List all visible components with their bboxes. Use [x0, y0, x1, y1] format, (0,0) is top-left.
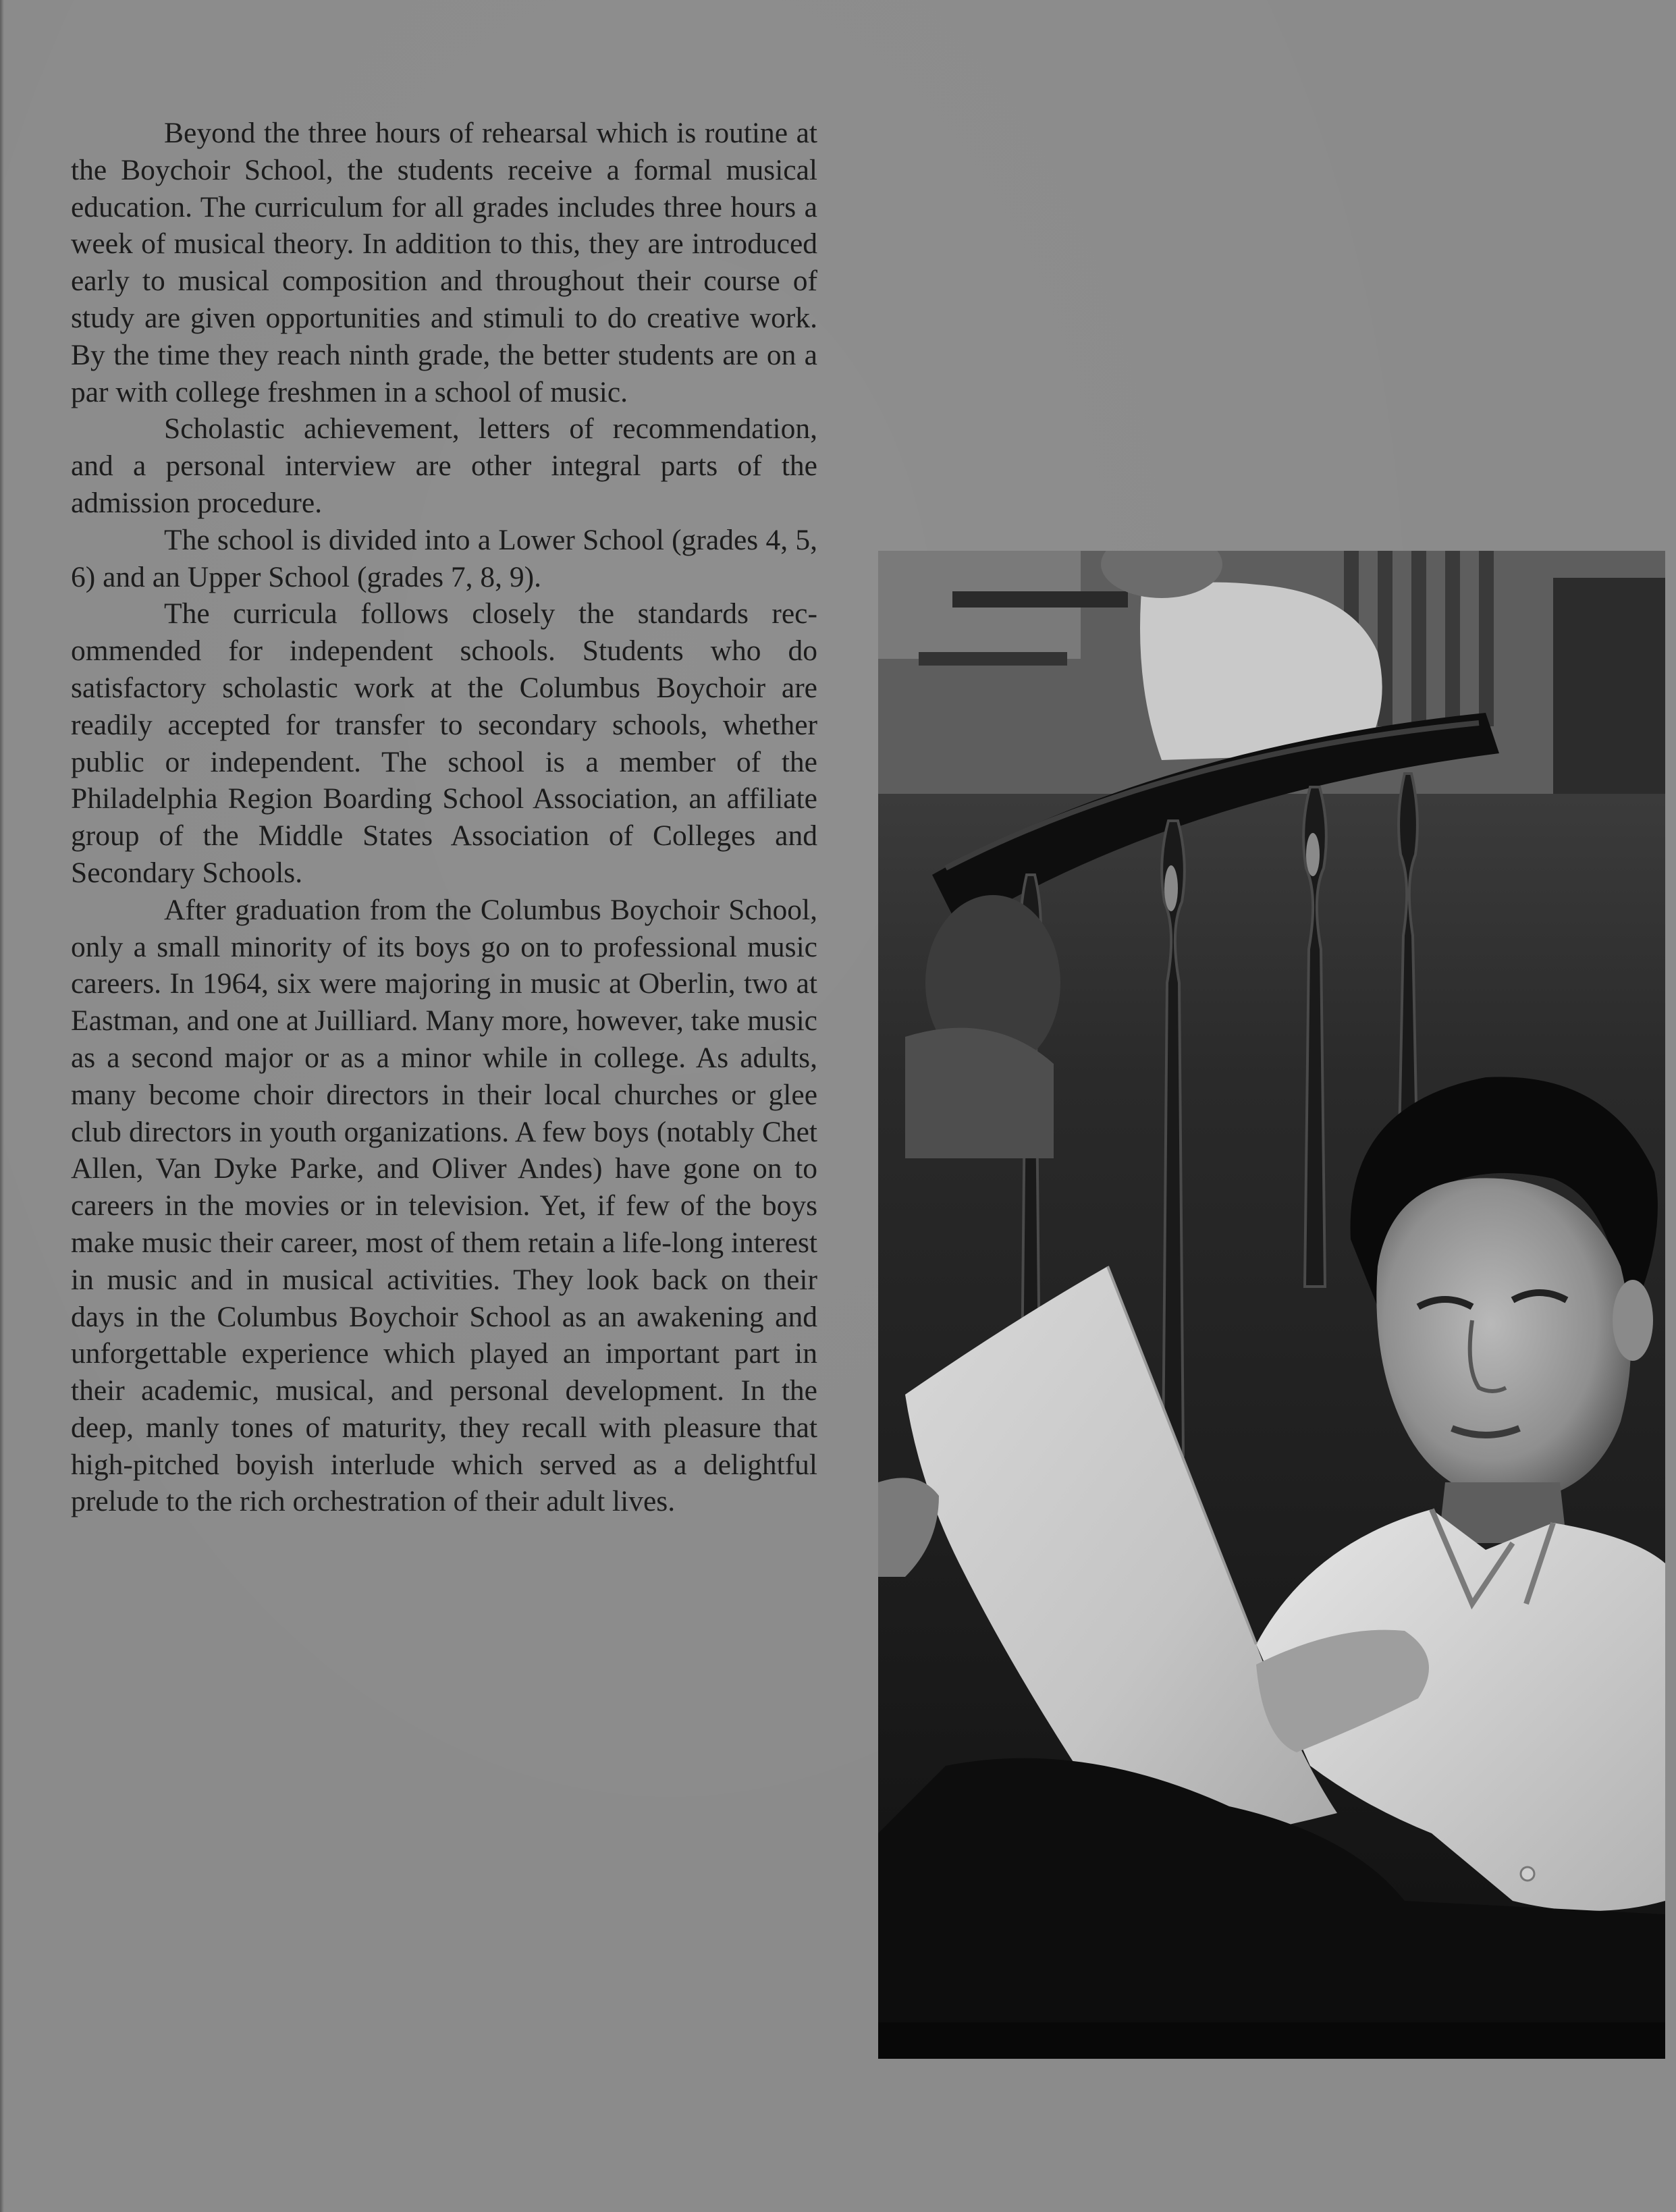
paragraph-admission: Scholastic achievement, letters of recommendation, and a personal interview are other integral parts of the admission procedure. [71, 412, 817, 519]
paragraph-music-education: Beyond the three hours of rehearsal which is routine at the Boychoir School, the students receive a formal musical education. The curriculum for all grades includes three hours a week of musical theory. In addition to this, they are introduced early to musical composition and throughout their course of study are given opportunities and stimuli to do creative work. By the time they reach ninth grade, the better students are on a par with college freshmen in a school of music. [71, 117, 817, 408]
article-text-column [71, 115, 817, 1520]
paragraph-after-graduation: After graduation from the Columbus Boychoir School, only a small minority of its boys go on to professional music careers. In 1964, six were majoring in music at Oberlin, two at Eastman, and one at Juilliard. Many more, however, take music as a second major or as a minor while in college. As adults, many become choir directors in their local churches or glee club directors in youth organizations. A few boys (notably Chet Allen, Van Dyke Parke, and Oliver Andes) have gone on to careers in the movies or in television. Yet, if few of the boys make music their career, most of them retain a life-long interest in music and in musical activities. They look back on their days in the Columbus Boychoir School as an awakening and unforgettable experience which played an important part in their academic, musical, and personal development. In the deep, manly tones of maturity, they recall with pleasure that high-pitched boyish interlude which served as a delightful prelude to the rich orchestration of their adult lives. [71, 893, 817, 1518]
boy-reading-sheet-music-photo [878, 551, 1665, 2059]
binding-edge [0, 0, 4, 2212]
paragraph-curricula: The curricula follows closely the standards recommended for independent schools. Students who do satisfactory scholastic work at the Columbus Boychoir are readily accepted for transfer to secondary schools, whether public or independent. The school is a member of the Philadelphia Region Boarding School Association, an affiliate group of the Middle States Association of Colleges and Secondary Schools. [71, 597, 817, 889]
paragraph-school-division: The school is divided into a Lower School (grades 4, 5, 6) and an Upper School (grades 7, 8, 9). [71, 523, 817, 593]
